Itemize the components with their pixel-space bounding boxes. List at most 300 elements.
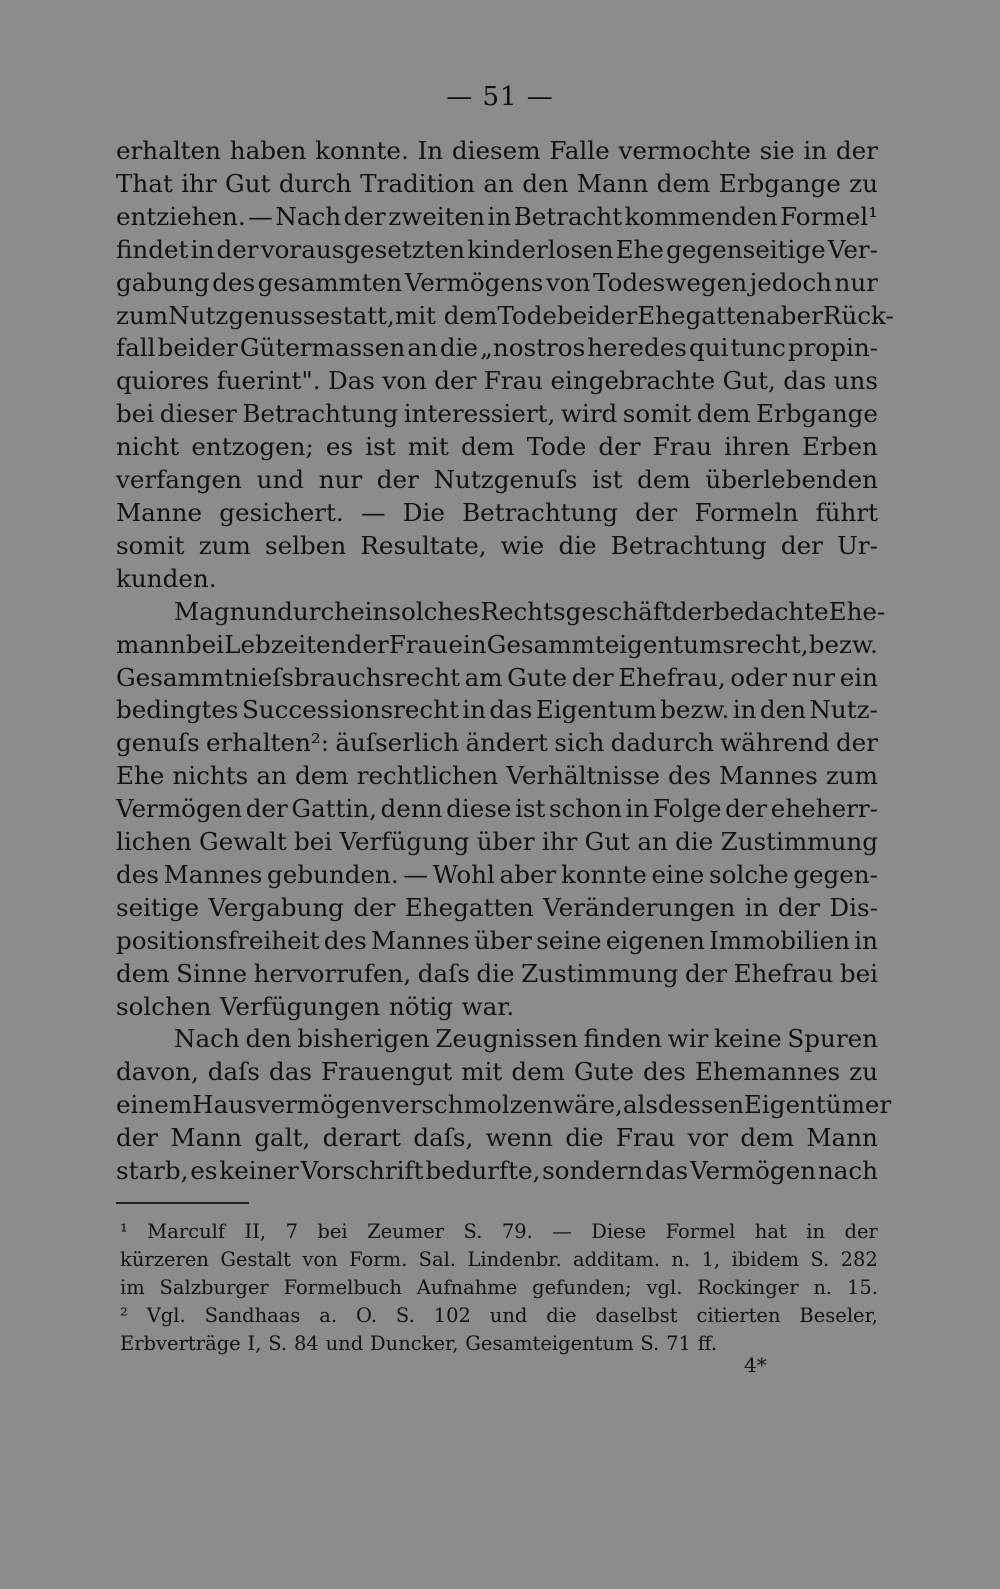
word: positionsfreiheit: [116, 925, 320, 955]
word: Mann: [170, 1123, 242, 1153]
word: bei: [317, 1220, 348, 1243]
word: Marculf: [147, 1220, 226, 1243]
word: von: [382, 366, 427, 396]
word: Gesammteigentumsrecht,: [486, 629, 809, 659]
word: eheherr-: [770, 794, 878, 824]
word: Veränderungen: [543, 892, 736, 922]
word: das: [268, 1057, 312, 1087]
word: Frauengut: [321, 1057, 453, 1087]
word: Beseler,: [799, 1304, 878, 1327]
word: das: [645, 1156, 689, 1186]
signature-mark: 4*: [744, 1353, 767, 1377]
text-line: [116, 1155, 878, 1188]
word: —: [248, 201, 273, 231]
word: dem: [637, 465, 691, 495]
page-number: — 51 —: [446, 82, 554, 112]
text-line: [116, 892, 878, 925]
word: vor: [687, 1123, 729, 1153]
word: Gut: [584, 827, 631, 857]
word: den: [245, 1024, 292, 1054]
word: des: [116, 859, 159, 889]
word: einem: [116, 1090, 193, 1120]
word: des: [642, 1057, 686, 1087]
word: nur: [318, 465, 363, 495]
word: citierten: [696, 1304, 781, 1327]
word: Tode: [497, 300, 557, 330]
word: nötig: [388, 991, 453, 1021]
word: Diese: [591, 1220, 647, 1243]
word: finden: [583, 1024, 662, 1054]
word: a.: [319, 1304, 338, 1327]
word: entzogen;: [191, 432, 314, 462]
word: keiner: [219, 1156, 299, 1186]
word: der: [777, 892, 820, 922]
word: Eigentümer: [743, 1090, 892, 1120]
word: Zeugnissen: [435, 1024, 578, 1054]
word: somit: [622, 399, 692, 429]
word: wäre,: [552, 1090, 623, 1120]
word: haben: [229, 136, 307, 165]
word: der: [116, 1123, 159, 1153]
text-line: [116, 431, 878, 464]
word: das: [489, 695, 533, 725]
word: daſs,: [413, 1123, 474, 1153]
word: Lebzeiten: [224, 629, 347, 659]
word: von: [545, 267, 591, 297]
word: eigenen: [605, 925, 705, 955]
word: der: [635, 497, 678, 527]
word: Gesammtnieſsbrauchsrecht: [116, 662, 461, 692]
text-line: [116, 925, 878, 958]
word: Formelbuch: [283, 1276, 402, 1299]
word: denn: [380, 794, 443, 824]
footnote-line: [120, 1274, 878, 1302]
word: derart: [322, 1123, 402, 1153]
text-line: [116, 168, 878, 201]
word: Gut: [225, 168, 271, 198]
word: Gestalt: [220, 1248, 291, 1271]
word: Nutzgenusse: [168, 300, 331, 330]
text-line: [116, 201, 878, 234]
word: der: [571, 662, 614, 692]
word: dessen: [657, 1090, 744, 1120]
text-line: [116, 234, 878, 267]
word: dem: [460, 432, 515, 462]
text-line: [116, 1023, 878, 1056]
word: Manne: [116, 497, 203, 527]
word: Frau: [652, 432, 712, 462]
word: Ehemannes: [694, 1057, 841, 1087]
word: nichts: [172, 761, 249, 791]
text-line: [116, 826, 878, 859]
word: Zustimmung: [720, 827, 878, 857]
word: Nach: [275, 201, 342, 231]
word: n.: [671, 1248, 691, 1271]
word: dem: [696, 399, 751, 429]
word: erhalten²:: [205, 728, 330, 758]
word: der: [376, 465, 419, 495]
word: der: [844, 1220, 878, 1243]
word: den: [759, 695, 806, 725]
word: kommenden: [624, 201, 778, 231]
word: dem: [511, 1057, 565, 1087]
word: daſs: [207, 1057, 260, 1087]
word: der: [835, 728, 878, 758]
word: 102: [433, 1304, 471, 1327]
word: solchen: [116, 991, 212, 1021]
word: Gute: [507, 662, 568, 692]
word: des: [212, 267, 256, 297]
word: und: [489, 1304, 528, 1327]
word: in: [744, 892, 769, 922]
word: S.: [463, 1220, 483, 1243]
word: vermochte: [618, 136, 751, 165]
word: Nutzgenuſs: [433, 465, 578, 495]
word: Tradition: [360, 168, 475, 198]
text-line: [116, 332, 878, 365]
word: Erben: [802, 432, 878, 462]
text-line: [116, 760, 878, 793]
text-line: [116, 530, 878, 563]
text-line: [116, 398, 878, 431]
body-text: [116, 135, 894, 1188]
word: bedingtes: [116, 695, 239, 725]
word: der: [684, 958, 728, 988]
word: ein: [839, 662, 878, 692]
word: die: [546, 1304, 577, 1327]
word: gegenseitige: [666, 234, 826, 264]
word: nur: [834, 267, 878, 297]
word: wenn: [485, 1123, 553, 1153]
word: der: [671, 596, 714, 626]
word: zum: [116, 300, 169, 330]
word: gegen-: [793, 859, 878, 889]
word: bei: [294, 827, 333, 857]
word: zweiten: [388, 201, 485, 231]
word: seine: [536, 925, 602, 955]
word: hervorrufen,: [253, 958, 412, 988]
word: —: [403, 859, 429, 889]
word: der: [245, 794, 288, 824]
word: Mannes: [370, 925, 470, 955]
word: Das: [327, 366, 375, 396]
word: dem: [740, 1123, 795, 1153]
word: vorausgesetzten: [260, 234, 465, 264]
word: ff.: [697, 1332, 718, 1355]
word: Todeswegen: [593, 267, 748, 297]
text-line: [116, 1056, 878, 1089]
word: zu: [849, 168, 878, 198]
footnote-line: [120, 1218, 878, 1246]
text-line: [116, 596, 886, 629]
text-line: [116, 859, 878, 892]
word: Zustimmung: [521, 958, 679, 988]
word: ändert: [465, 728, 548, 758]
word: Lindenbr.: [467, 1248, 562, 1271]
word: solche: [709, 859, 789, 889]
word: Rockinger: [697, 1276, 799, 1299]
word: „nostros: [480, 333, 586, 363]
word: Ehegatten: [404, 892, 534, 922]
word: der: [725, 794, 768, 824]
word: den: [522, 168, 569, 198]
word: Form.: [349, 1248, 408, 1271]
text-line: [116, 1122, 878, 1155]
word: oder: [730, 662, 788, 692]
footnote-line: [120, 1246, 878, 1274]
word: tunc: [730, 333, 786, 363]
word: Ehe-: [828, 596, 886, 626]
word: vgl.: [646, 1276, 683, 1299]
word: I,: [247, 1332, 262, 1355]
word: Gute: [574, 1057, 634, 1087]
word: 84: [293, 1332, 319, 1355]
word: mit: [461, 1057, 503, 1087]
word: in: [806, 1220, 826, 1243]
word: daſs: [417, 958, 470, 988]
word: Ehefrau: [733, 958, 834, 988]
word: interessiert,: [403, 399, 556, 429]
word: 79.: [501, 1220, 533, 1243]
text-line: [116, 497, 878, 530]
word: Ur-: [837, 530, 878, 560]
word: Hausvermögen: [192, 1090, 382, 1120]
word: bisherigen: [297, 1024, 430, 1054]
word: in: [732, 695, 757, 725]
text-line: [116, 958, 878, 991]
word: an: [407, 333, 438, 363]
text-line: [116, 793, 878, 826]
text-line: [116, 629, 878, 662]
word: Ehe: [116, 761, 165, 791]
word: Gut,: [722, 366, 776, 396]
word: über: [473, 925, 532, 955]
word: nun: [229, 596, 278, 626]
word: S.: [268, 1332, 288, 1355]
word: starb,: [116, 1156, 189, 1186]
word: durch: [278, 168, 352, 198]
word: keine: [714, 1024, 782, 1054]
word: Eigentum: [535, 695, 657, 725]
word: der: [216, 234, 259, 264]
word: findet: [116, 234, 189, 264]
word: diese: [446, 794, 512, 824]
word: es: [190, 1156, 218, 1186]
word: S.: [395, 1304, 415, 1327]
word: —: [552, 1220, 572, 1243]
word: diesem: [451, 136, 541, 165]
word: dem: [116, 958, 170, 988]
word: im: [120, 1276, 145, 1299]
word: bei: [116, 399, 155, 429]
word: entziehen.: [116, 201, 246, 231]
word: ist: [515, 794, 546, 824]
word: ihr: [541, 827, 578, 857]
word: hat: [754, 1220, 787, 1243]
word: am: [464, 662, 503, 692]
word: fall: [116, 333, 156, 363]
word: mann: [116, 629, 186, 659]
word: sich: [554, 728, 605, 758]
word: Verfügung: [339, 827, 470, 857]
word: lichen: [116, 827, 192, 857]
word: ²: [120, 1304, 128, 1327]
word: Formel¹: [780, 201, 878, 231]
word: genuſs: [116, 728, 200, 758]
word: Gattin,: [291, 794, 377, 824]
word: Mannes: [163, 859, 263, 889]
word: Ehegatten: [637, 300, 767, 330]
word: konnte: [560, 859, 647, 889]
word: Ehefrau,: [618, 662, 726, 692]
word: ihren: [724, 432, 790, 462]
word: Gütermassen: [239, 333, 406, 363]
word: Rechtsgeschäft: [480, 596, 672, 626]
word: der: [598, 432, 641, 462]
word: somit: [116, 530, 185, 560]
word: Rück-: [822, 300, 894, 330]
word: nach: [817, 1156, 878, 1186]
word: an: [256, 761, 287, 791]
text-line: [116, 135, 878, 168]
word: ibidem: [731, 1248, 799, 1271]
word: mit: [407, 432, 449, 462]
word: uns: [833, 366, 878, 396]
word: Vermögen: [116, 794, 243, 824]
word: statt,: [330, 300, 395, 330]
word: führt: [815, 497, 878, 527]
text-line: [116, 727, 878, 760]
word: ein: [350, 596, 389, 626]
word: war.: [461, 991, 515, 1021]
word: Frau: [615, 1123, 676, 1153]
word: O.: [356, 1304, 378, 1327]
word: wird: [560, 399, 618, 429]
word: Aufnahme: [416, 1276, 518, 1299]
word: die: [675, 827, 714, 857]
word: galt,: [254, 1123, 311, 1153]
word: konnte.: [315, 136, 409, 165]
word: Gesamteigentum: [465, 1332, 634, 1355]
word: Sinne: [176, 958, 248, 988]
word: additam.: [573, 1248, 660, 1271]
word: beider: [157, 333, 238, 363]
word: heredes: [587, 333, 687, 363]
word: die: [565, 1123, 604, 1153]
word: Frau: [388, 629, 449, 659]
word: In: [417, 136, 444, 165]
word: dieser: [159, 399, 237, 429]
text-line: [116, 563, 878, 596]
word: überlebenden: [705, 465, 878, 495]
word: Folge: [652, 794, 722, 824]
word: Formeln: [694, 497, 799, 527]
word: Sandhaas: [204, 1304, 301, 1327]
word: Frau: [483, 366, 544, 396]
word: sie: [759, 136, 795, 165]
word: 282: [840, 1248, 878, 1271]
word: Tode: [526, 432, 587, 462]
word: zum: [198, 530, 251, 560]
word: Betracht: [513, 201, 623, 231]
footnotes: [120, 1218, 878, 1358]
text-line: [116, 662, 878, 695]
word: verschmolzen: [381, 1090, 553, 1120]
word: in: [190, 234, 215, 264]
word: Dis-: [829, 892, 878, 922]
word: davon,: [116, 1057, 199, 1087]
text-line: [116, 300, 894, 333]
word: in: [625, 794, 650, 824]
word: Successionsrecht: [241, 695, 459, 725]
word: 71: [666, 1332, 691, 1355]
word: kunden.: [116, 563, 217, 593]
word: That: [116, 168, 173, 198]
text-line: [116, 1089, 892, 1122]
word: bedurfte,: [425, 1156, 541, 1186]
word: über: [476, 827, 535, 857]
word: der: [343, 201, 386, 231]
word: der: [835, 136, 878, 165]
word: Die: [402, 497, 445, 527]
word: des: [323, 925, 367, 955]
word: erhalten: [116, 136, 221, 165]
word: der: [346, 629, 389, 659]
word: Duncker,: [370, 1332, 459, 1355]
word: daselbst: [595, 1304, 678, 1327]
text-line: [116, 267, 878, 300]
word: solches: [388, 596, 481, 626]
word: quiores: [116, 366, 210, 396]
word: II,: [244, 1220, 267, 1243]
word: Betrachtung: [242, 399, 399, 429]
word: äuſserlich: [335, 728, 460, 758]
word: während: [720, 728, 830, 758]
word: n.: [813, 1276, 833, 1299]
word: dem: [656, 168, 711, 198]
word: kinderlosen: [467, 234, 614, 264]
footnote-rule: [116, 1202, 249, 1204]
word: ist: [365, 432, 396, 462]
word: die: [476, 958, 515, 988]
word: Mannes: [719, 761, 818, 791]
word: Vorschrift: [300, 1156, 424, 1186]
word: Zeumer: [367, 1220, 445, 1243]
word: qui: [688, 333, 729, 363]
word: Verfügungen: [219, 991, 381, 1021]
word: bezw.: [808, 629, 878, 659]
word: Mann: [806, 1123, 878, 1153]
word: Vergabung: [208, 892, 344, 922]
word: nur: [791, 662, 836, 692]
word: sondern: [542, 1156, 644, 1186]
word: wie: [500, 530, 545, 560]
word: Gewalt: [199, 827, 287, 857]
word: das: [783, 366, 827, 396]
word: S.: [810, 1248, 830, 1271]
word: bezw.: [660, 695, 730, 725]
word: eine: [651, 859, 705, 889]
word: Falle: [549, 136, 610, 165]
word: mit dem: [394, 300, 498, 330]
word: wir: [667, 1024, 709, 1054]
word: gabung: [116, 267, 210, 297]
word: Vermögens: [404, 267, 544, 297]
word: und: [256, 465, 305, 495]
word: von: [302, 1248, 338, 1271]
word: Verhältnisse: [506, 761, 660, 791]
word: und: [325, 1332, 364, 1355]
